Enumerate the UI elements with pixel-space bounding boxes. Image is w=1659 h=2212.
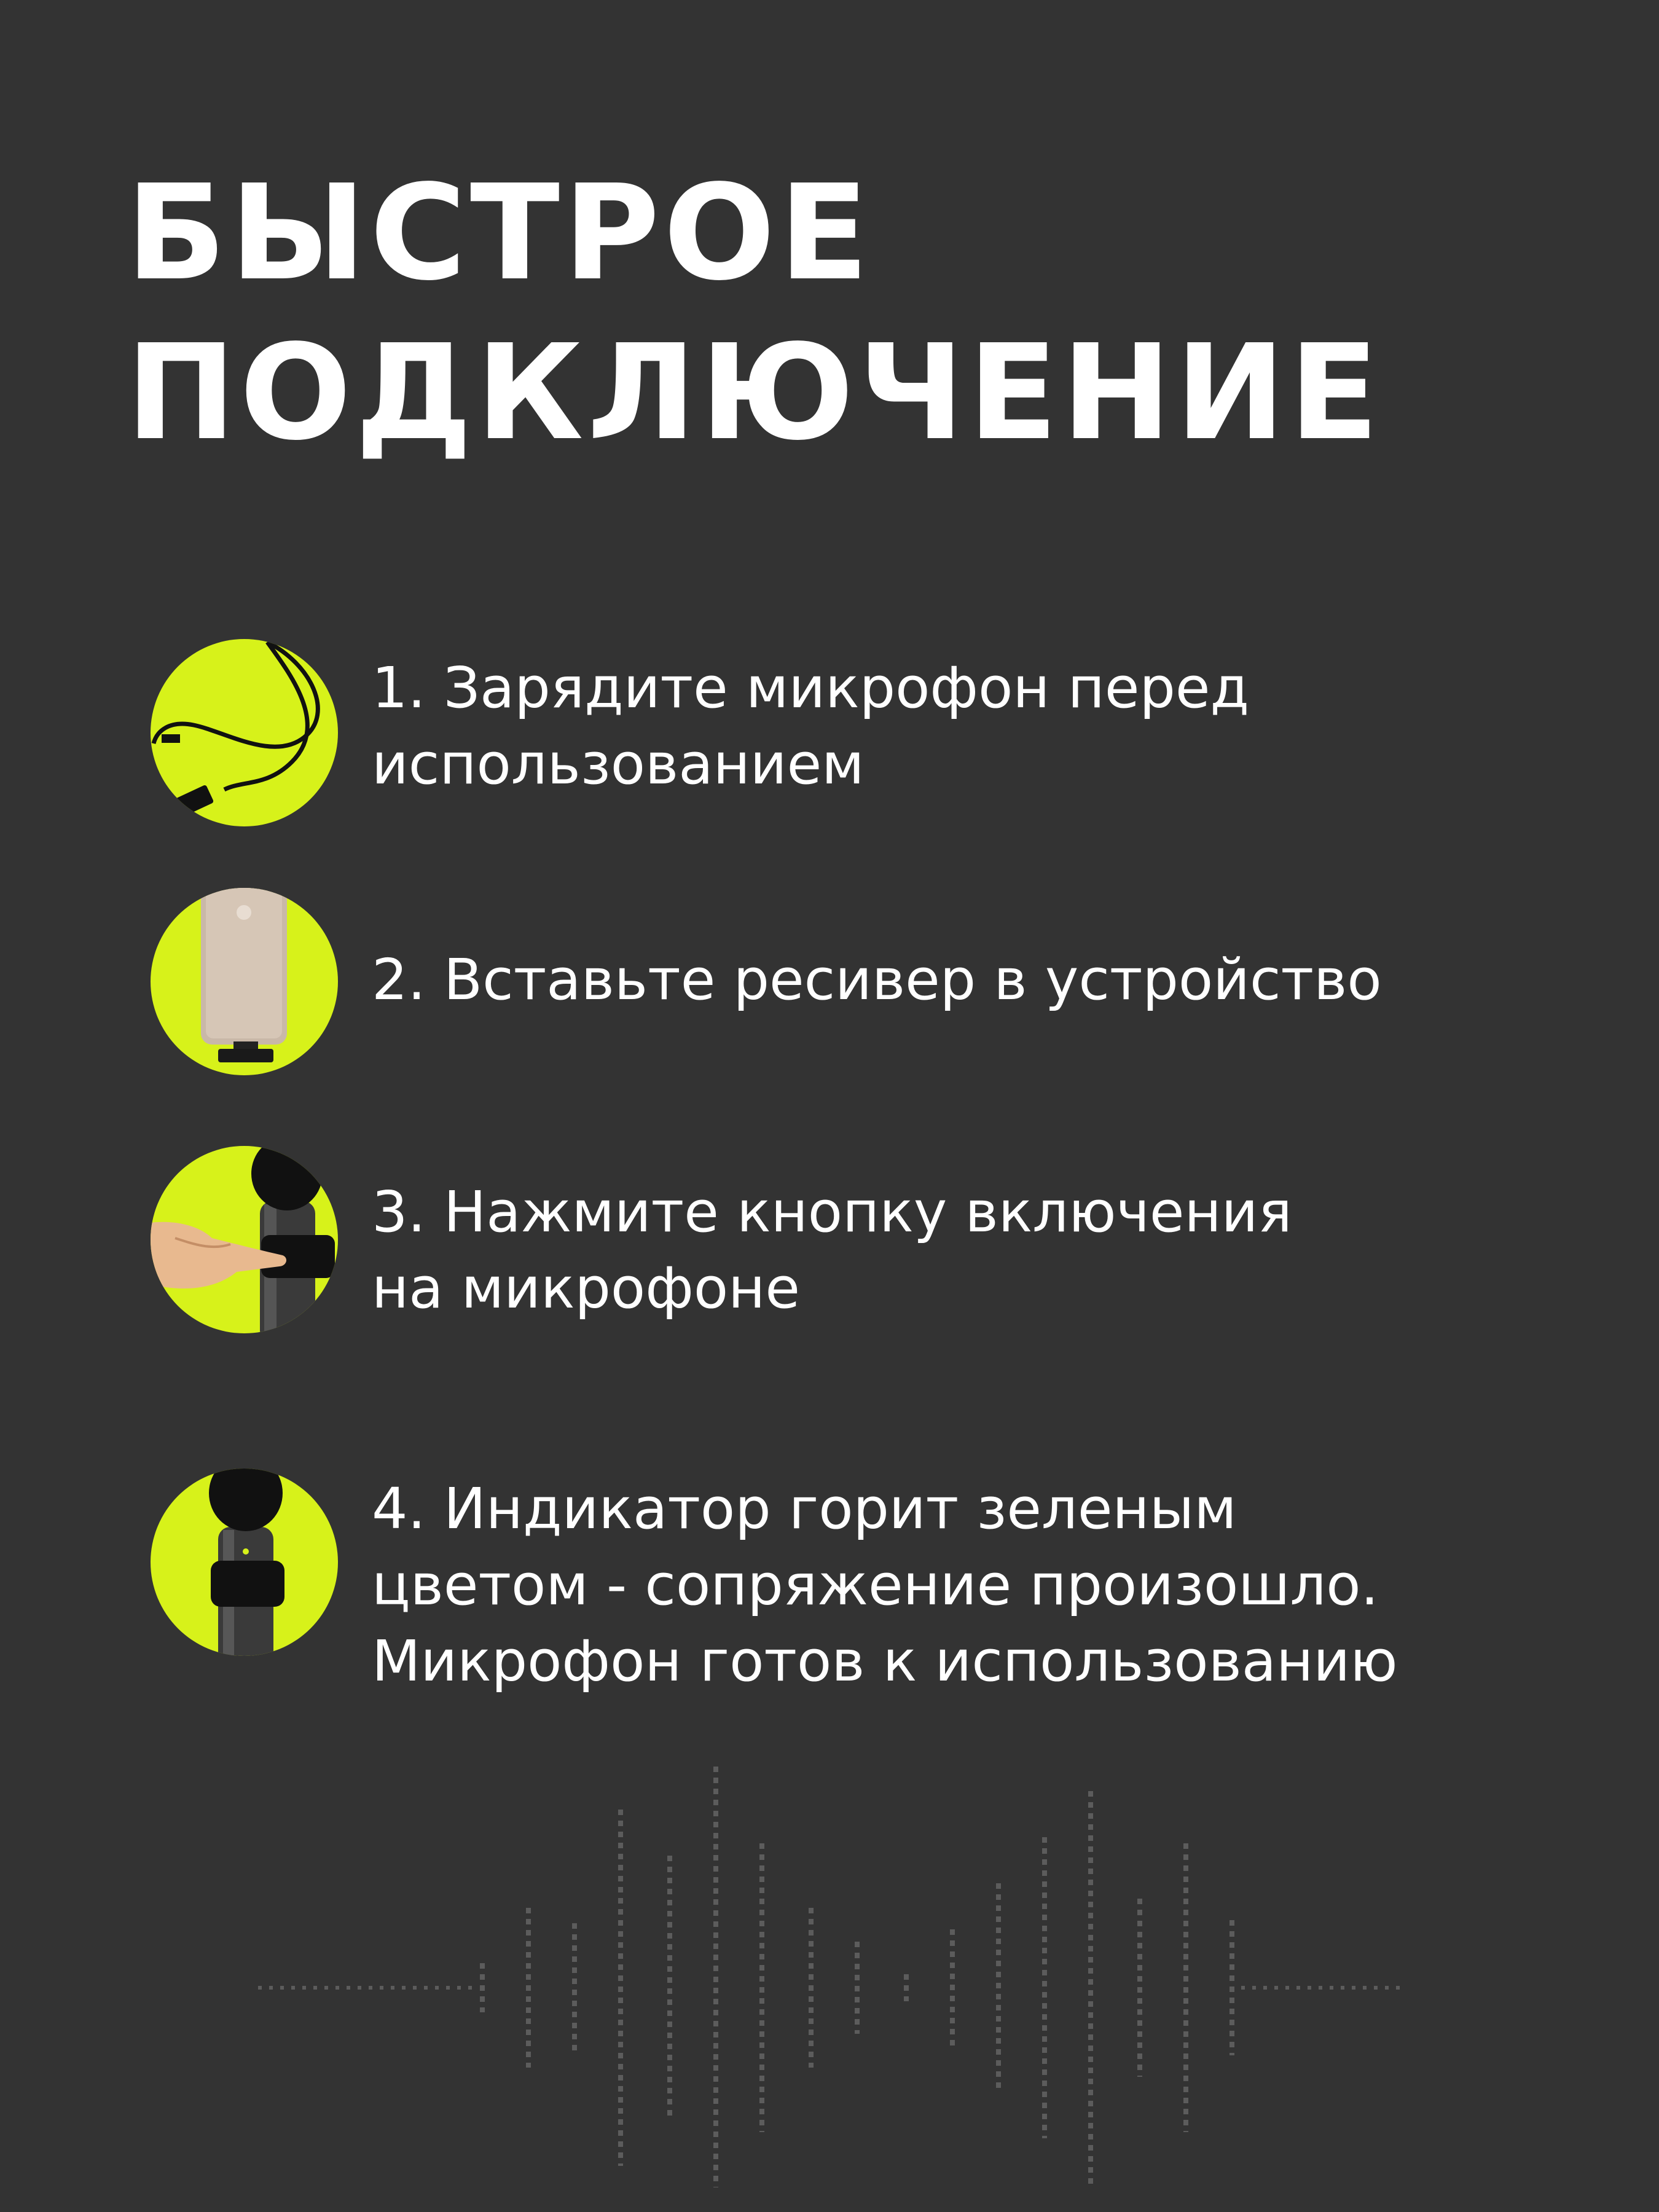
step-1-text: [372, 650, 1249, 802]
phone-receiver-icon: [151, 888, 338, 1075]
step-3-line-2: на микрофоне: [372, 1255, 800, 1321]
waveform-graphic: [0, 1745, 1659, 2187]
usb-cable-icon: [151, 639, 338, 826]
title-line-2: ПОДКЛЮЧЕНИЕ: [126, 316, 1382, 469]
step-2-text: [372, 942, 1382, 1018]
page-title: [126, 154, 1382, 473]
step-4-line-3: Микрофон готов к использованию: [372, 1628, 1398, 1694]
press-button-icon: [151, 1146, 338, 1333]
step-1-line-2: использованием: [372, 731, 865, 797]
step-4-line-2: цветом - сопряжение произошло.: [372, 1552, 1379, 1618]
step-3-line-1: 3. Нажмите кнопку включения: [372, 1179, 1292, 1245]
microphone-icon: [151, 1469, 338, 1656]
step-4-text: [372, 1471, 1398, 1700]
step-3-text: [372, 1174, 1292, 1327]
step-4-line-1: 4. Индикатор горит зеленым: [372, 1476, 1237, 1542]
step-1-line-1: 1. Зарядите микрофон перед: [372, 655, 1250, 721]
title-line-1: БЫСТРОЕ: [126, 157, 873, 310]
step-2-line-1: 2. Вставьте ресивер в устройство: [372, 947, 1382, 1013]
